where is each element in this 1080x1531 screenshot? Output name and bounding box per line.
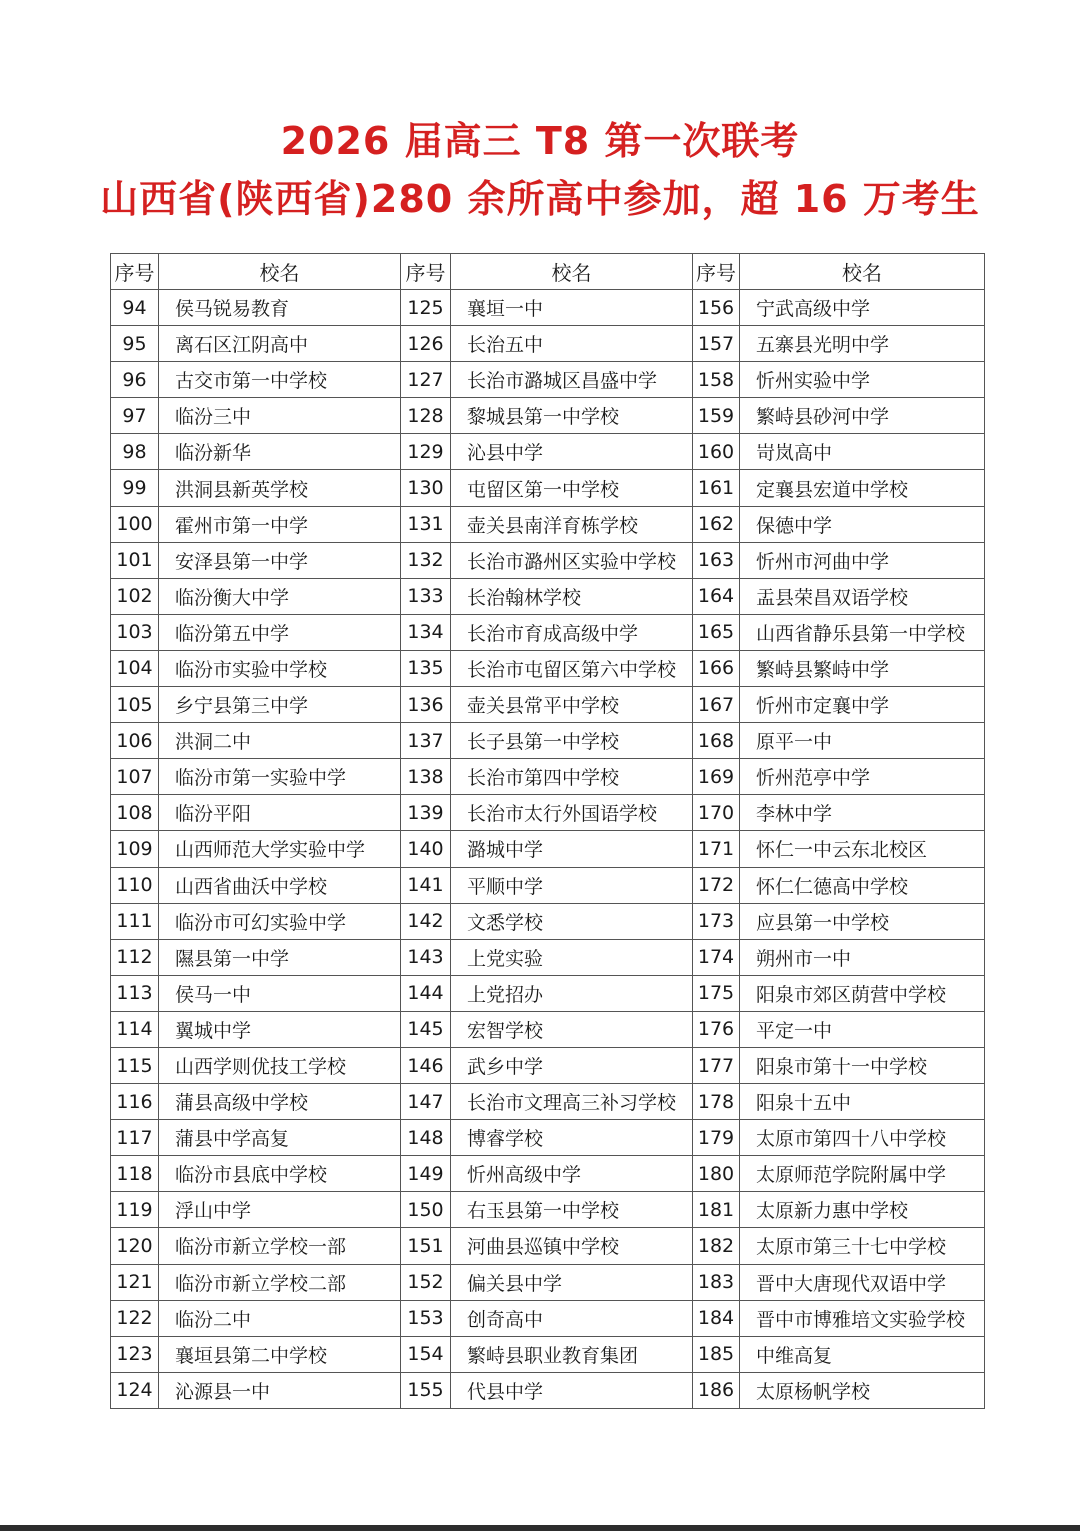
cell-number: 95 bbox=[111, 326, 159, 362]
cell-school-name: 原平一中 bbox=[740, 723, 985, 759]
cell-number: 117 bbox=[111, 1120, 159, 1156]
cell-number: 182 bbox=[693, 1228, 740, 1264]
cell-number: 179 bbox=[693, 1120, 740, 1156]
cell-number: 103 bbox=[111, 614, 159, 650]
cell-number: 153 bbox=[401, 1300, 451, 1336]
cell-school-name: 洪洞县新英学校 bbox=[159, 470, 401, 506]
cell-school-name: 宁武高级中学 bbox=[740, 290, 985, 326]
cell-school-name: 长子县第一中学校 bbox=[451, 723, 693, 759]
cell-school-name: 岢岚高中 bbox=[740, 434, 985, 470]
cell-number: 126 bbox=[401, 326, 451, 362]
cell-number: 168 bbox=[693, 723, 740, 759]
cell-school-name: 蒲县高级中学校 bbox=[159, 1084, 401, 1120]
cell-school-name: 山西学则优技工学校 bbox=[159, 1047, 401, 1083]
cell-school-name: 朔州市一中 bbox=[740, 939, 985, 975]
cell-school-name: 应县第一中学校 bbox=[740, 903, 985, 939]
header-cell-school-name: 校名 bbox=[159, 254, 401, 290]
cell-number: 157 bbox=[693, 326, 740, 362]
cell-school-name: 李林中学 bbox=[740, 795, 985, 831]
cell-number: 109 bbox=[111, 831, 159, 867]
cell-number: 160 bbox=[693, 434, 740, 470]
cell-school-name: 临汾市县底中学校 bbox=[159, 1156, 401, 1192]
cell-number: 100 bbox=[111, 506, 159, 542]
cell-school-name: 临汾第五中学 bbox=[159, 614, 401, 650]
cell-school-name: 繁峙县砂河中学 bbox=[740, 398, 985, 434]
cell-number: 137 bbox=[401, 723, 451, 759]
cell-number: 116 bbox=[111, 1084, 159, 1120]
cell-number: 177 bbox=[693, 1047, 740, 1083]
cell-number: 141 bbox=[401, 867, 451, 903]
table-row bbox=[111, 542, 985, 578]
cell-number: 104 bbox=[111, 650, 159, 686]
cell-school-name: 侯马一中 bbox=[159, 975, 401, 1011]
cell-school-name: 定襄县宏道中学校 bbox=[740, 470, 985, 506]
cell-number: 155 bbox=[401, 1372, 451, 1408]
cell-number: 159 bbox=[693, 398, 740, 434]
cell-number: 151 bbox=[401, 1228, 451, 1264]
table-row bbox=[111, 614, 985, 650]
cell-school-name: 晋中大唐现代双语中学 bbox=[740, 1264, 985, 1300]
cell-school-name: 代县中学 bbox=[451, 1372, 693, 1408]
cell-number: 120 bbox=[111, 1228, 159, 1264]
cell-number: 105 bbox=[111, 687, 159, 723]
table-row bbox=[111, 1336, 985, 1372]
cell-school-name: 中维高复 bbox=[740, 1336, 985, 1372]
table-row bbox=[111, 326, 985, 362]
bottom-bar bbox=[0, 1525, 1080, 1531]
cell-school-name: 五寨县光明中学 bbox=[740, 326, 985, 362]
table-row bbox=[111, 506, 985, 542]
cell-number: 128 bbox=[401, 398, 451, 434]
cell-number: 110 bbox=[111, 867, 159, 903]
header-cell-school-name: 校名 bbox=[740, 254, 985, 290]
school-table bbox=[110, 253, 985, 1409]
table-row bbox=[111, 1300, 985, 1336]
cell-school-name: 平顺中学 bbox=[451, 867, 693, 903]
cell-school-name: 临汾二中 bbox=[159, 1300, 401, 1336]
cell-school-name: 蒲县中学高复 bbox=[159, 1120, 401, 1156]
table-body bbox=[111, 290, 985, 1409]
cell-number: 133 bbox=[401, 578, 451, 614]
cell-number: 143 bbox=[401, 939, 451, 975]
cell-number: 163 bbox=[693, 542, 740, 578]
cell-number: 158 bbox=[693, 362, 740, 398]
table-row bbox=[111, 1264, 985, 1300]
cell-school-name: 文悉学校 bbox=[451, 903, 693, 939]
table-header-row bbox=[111, 254, 985, 290]
cell-number: 154 bbox=[401, 1336, 451, 1372]
cell-number: 127 bbox=[401, 362, 451, 398]
cell-school-name: 临汾衡大中学 bbox=[159, 578, 401, 614]
cell-school-name: 山西省曲沃中学校 bbox=[159, 867, 401, 903]
cell-number: 122 bbox=[111, 1300, 159, 1336]
cell-number: 132 bbox=[401, 542, 451, 578]
cell-school-name: 沁源县一中 bbox=[159, 1372, 401, 1408]
cell-number: 123 bbox=[111, 1336, 159, 1372]
table-row bbox=[111, 362, 985, 398]
table-row bbox=[111, 831, 985, 867]
header-cell-number: 序号 bbox=[401, 254, 451, 290]
cell-number: 186 bbox=[693, 1372, 740, 1408]
table-row bbox=[111, 903, 985, 939]
table-row bbox=[111, 1120, 985, 1156]
cell-school-name: 山西师范大学实验中学 bbox=[159, 831, 401, 867]
table-row bbox=[111, 687, 985, 723]
table-row bbox=[111, 939, 985, 975]
table-row bbox=[111, 975, 985, 1011]
cell-number: 145 bbox=[401, 1011, 451, 1047]
cell-school-name: 保德中学 bbox=[740, 506, 985, 542]
cell-school-name: 长治五中 bbox=[451, 326, 693, 362]
cell-number: 180 bbox=[693, 1156, 740, 1192]
cell-number: 119 bbox=[111, 1192, 159, 1228]
cell-school-name: 太原师范学院附属中学 bbox=[740, 1156, 985, 1192]
cell-number: 184 bbox=[693, 1300, 740, 1336]
cell-school-name: 忻州市河曲中学 bbox=[740, 542, 985, 578]
cell-school-name: 洪洞二中 bbox=[159, 723, 401, 759]
cell-school-name: 阳泉市郊区荫营中学校 bbox=[740, 975, 985, 1011]
table-row bbox=[111, 1084, 985, 1120]
cell-number: 178 bbox=[693, 1084, 740, 1120]
table-row bbox=[111, 1372, 985, 1408]
cell-school-name: 黎城县第一中学校 bbox=[451, 398, 693, 434]
cell-school-name: 阳泉市第十一中学校 bbox=[740, 1047, 985, 1083]
table-row bbox=[111, 759, 985, 795]
cell-school-name: 壶关县南洋育栋学校 bbox=[451, 506, 693, 542]
cell-number: 185 bbox=[693, 1336, 740, 1372]
table-row bbox=[111, 398, 985, 434]
cell-number: 112 bbox=[111, 939, 159, 975]
header-cell-number: 序号 bbox=[111, 254, 159, 290]
cell-number: 125 bbox=[401, 290, 451, 326]
cell-school-name: 怀仁仁德高中学校 bbox=[740, 867, 985, 903]
cell-number: 99 bbox=[111, 470, 159, 506]
cell-number: 114 bbox=[111, 1011, 159, 1047]
cell-school-name: 忻州实验中学 bbox=[740, 362, 985, 398]
cell-school-name: 创奇高中 bbox=[451, 1300, 693, 1336]
document-title-line2: 山西省(陕西省)280 余所高中参加，超 16 万考生 bbox=[100, 177, 980, 221]
cell-number: 101 bbox=[111, 542, 159, 578]
cell-school-name: 平定一中 bbox=[740, 1011, 985, 1047]
cell-number: 115 bbox=[111, 1047, 159, 1083]
cell-school-name: 长治翰林学校 bbox=[451, 578, 693, 614]
cell-school-name: 繁峙县繁峙中学 bbox=[740, 650, 985, 686]
cell-number: 161 bbox=[693, 470, 740, 506]
cell-school-name: 长治市屯留区第六中学校 bbox=[451, 650, 693, 686]
cell-number: 130 bbox=[401, 470, 451, 506]
document-title-line1: 2026 届高三 T8 第一次联考 bbox=[280, 119, 800, 163]
cell-number: 147 bbox=[401, 1084, 451, 1120]
cell-number: 174 bbox=[693, 939, 740, 975]
cell-number: 111 bbox=[111, 903, 159, 939]
cell-school-name: 壶关县常平中学校 bbox=[451, 687, 693, 723]
cell-school-name: 乡宁县第三中学 bbox=[159, 687, 401, 723]
cell-number: 183 bbox=[693, 1264, 740, 1300]
table-row bbox=[111, 1156, 985, 1192]
cell-school-name: 离石区江阴高中 bbox=[159, 326, 401, 362]
cell-number: 152 bbox=[401, 1264, 451, 1300]
cell-school-name: 翼城中学 bbox=[159, 1011, 401, 1047]
table-row bbox=[111, 650, 985, 686]
table-row bbox=[111, 867, 985, 903]
cell-number: 169 bbox=[693, 759, 740, 795]
cell-school-name: 隰县第一中学 bbox=[159, 939, 401, 975]
cell-school-name: 临汾市第一实验中学 bbox=[159, 759, 401, 795]
cell-number: 167 bbox=[693, 687, 740, 723]
cell-number: 121 bbox=[111, 1264, 159, 1300]
cell-school-name: 忻州高级中学 bbox=[451, 1156, 693, 1192]
cell-number: 170 bbox=[693, 795, 740, 831]
cell-number: 139 bbox=[401, 795, 451, 831]
cell-number: 164 bbox=[693, 578, 740, 614]
table-row bbox=[111, 1228, 985, 1264]
cell-school-name: 临汾市新立学校一部 bbox=[159, 1228, 401, 1264]
cell-number: 97 bbox=[111, 398, 159, 434]
table-row bbox=[111, 1011, 985, 1047]
cell-school-name: 古交市第一中学校 bbox=[159, 362, 401, 398]
cell-number: 142 bbox=[401, 903, 451, 939]
cell-number: 172 bbox=[693, 867, 740, 903]
cell-school-name: 河曲县巡镇中学校 bbox=[451, 1228, 693, 1264]
cell-school-name: 长治市潞城区昌盛中学 bbox=[451, 362, 693, 398]
cell-number: 173 bbox=[693, 903, 740, 939]
cell-school-name: 潞城中学 bbox=[451, 831, 693, 867]
header-cell-number: 序号 bbox=[693, 254, 740, 290]
cell-school-name: 长治市太行外国语学校 bbox=[451, 795, 693, 831]
cell-number: 94 bbox=[111, 290, 159, 326]
cell-number: 175 bbox=[693, 975, 740, 1011]
cell-number: 144 bbox=[401, 975, 451, 1011]
cell-school-name: 忻州范亭中学 bbox=[740, 759, 985, 795]
cell-school-name: 浮山中学 bbox=[159, 1192, 401, 1228]
cell-number: 136 bbox=[401, 687, 451, 723]
cell-number: 150 bbox=[401, 1192, 451, 1228]
cell-school-name: 临汾市新立学校二部 bbox=[159, 1264, 401, 1300]
cell-school-name: 长治市育成高级中学 bbox=[451, 614, 693, 650]
cell-school-name: 太原新力惠中学校 bbox=[740, 1192, 985, 1228]
cell-school-name: 山西省静乐县第一中学校 bbox=[740, 614, 985, 650]
cell-school-name: 临汾新华 bbox=[159, 434, 401, 470]
cell-school-name: 临汾市实验中学校 bbox=[159, 650, 401, 686]
cell-number: 165 bbox=[693, 614, 740, 650]
cell-number: 108 bbox=[111, 795, 159, 831]
cell-number: 134 bbox=[401, 614, 451, 650]
cell-school-name: 太原市第四十八中学校 bbox=[740, 1120, 985, 1156]
cell-number: 106 bbox=[111, 723, 159, 759]
cell-number: 156 bbox=[693, 290, 740, 326]
cell-number: 140 bbox=[401, 831, 451, 867]
cell-school-name: 右玉县第一中学校 bbox=[451, 1192, 693, 1228]
cell-school-name: 霍州市第一中学 bbox=[159, 506, 401, 542]
cell-school-name: 太原市第三十七中学校 bbox=[740, 1228, 985, 1264]
cell-number: 129 bbox=[401, 434, 451, 470]
table-row bbox=[111, 1047, 985, 1083]
cell-school-name: 临汾平阳 bbox=[159, 795, 401, 831]
cell-number: 176 bbox=[693, 1011, 740, 1047]
cell-number: 102 bbox=[111, 578, 159, 614]
cell-school-name: 繁峙县职业教育集团 bbox=[451, 1336, 693, 1372]
cell-number: 149 bbox=[401, 1156, 451, 1192]
cell-school-name: 临汾市可幻实验中学 bbox=[159, 903, 401, 939]
cell-number: 107 bbox=[111, 759, 159, 795]
cell-school-name: 襄垣一中 bbox=[451, 290, 693, 326]
cell-school-name: 盂县荣昌双语学校 bbox=[740, 578, 985, 614]
cell-school-name: 安泽县第一中学 bbox=[159, 542, 401, 578]
cell-number: 113 bbox=[111, 975, 159, 1011]
cell-number: 118 bbox=[111, 1156, 159, 1192]
cell-school-name: 长治市文理高三补习学校 bbox=[451, 1084, 693, 1120]
cell-school-name: 太原杨帆学校 bbox=[740, 1372, 985, 1408]
cell-school-name: 晋中市博雅培文实验学校 bbox=[740, 1300, 985, 1336]
table-row bbox=[111, 290, 985, 326]
cell-number: 162 bbox=[693, 506, 740, 542]
cell-school-name: 沁县中学 bbox=[451, 434, 693, 470]
cell-number: 166 bbox=[693, 650, 740, 686]
cell-school-name: 长治市第四中学校 bbox=[451, 759, 693, 795]
cell-number: 131 bbox=[401, 506, 451, 542]
table-row bbox=[111, 795, 985, 831]
cell-number: 124 bbox=[111, 1372, 159, 1408]
cell-number: 148 bbox=[401, 1120, 451, 1156]
cell-school-name: 怀仁一中云东北校区 bbox=[740, 831, 985, 867]
cell-school-name: 偏关县中学 bbox=[451, 1264, 693, 1300]
cell-number: 146 bbox=[401, 1047, 451, 1083]
cell-school-name: 长治市潞州区实验中学校 bbox=[451, 542, 693, 578]
header-cell-school-name: 校名 bbox=[451, 254, 693, 290]
cell-school-name: 侯马锐易教育 bbox=[159, 290, 401, 326]
cell-school-name: 忻州市定襄中学 bbox=[740, 687, 985, 723]
table-row bbox=[111, 434, 985, 470]
cell-school-name: 上党实验 bbox=[451, 939, 693, 975]
cell-number: 135 bbox=[401, 650, 451, 686]
cell-school-name: 阳泉十五中 bbox=[740, 1084, 985, 1120]
cell-school-name: 上党招办 bbox=[451, 975, 693, 1011]
cell-school-name: 宏智学校 bbox=[451, 1011, 693, 1047]
cell-number: 181 bbox=[693, 1192, 740, 1228]
cell-number: 98 bbox=[111, 434, 159, 470]
cell-school-name: 武乡中学 bbox=[451, 1047, 693, 1083]
cell-number: 138 bbox=[401, 759, 451, 795]
table-row bbox=[111, 723, 985, 759]
cell-school-name: 临汾三中 bbox=[159, 398, 401, 434]
cell-school-name: 襄垣县第二中学校 bbox=[159, 1336, 401, 1372]
table-row bbox=[111, 578, 985, 614]
cell-school-name: 博睿学校 bbox=[451, 1120, 693, 1156]
cell-number: 96 bbox=[111, 362, 159, 398]
cell-number: 171 bbox=[693, 831, 740, 867]
table-row bbox=[111, 470, 985, 506]
cell-school-name: 屯留区第一中学校 bbox=[451, 470, 693, 506]
table-row bbox=[111, 1192, 985, 1228]
